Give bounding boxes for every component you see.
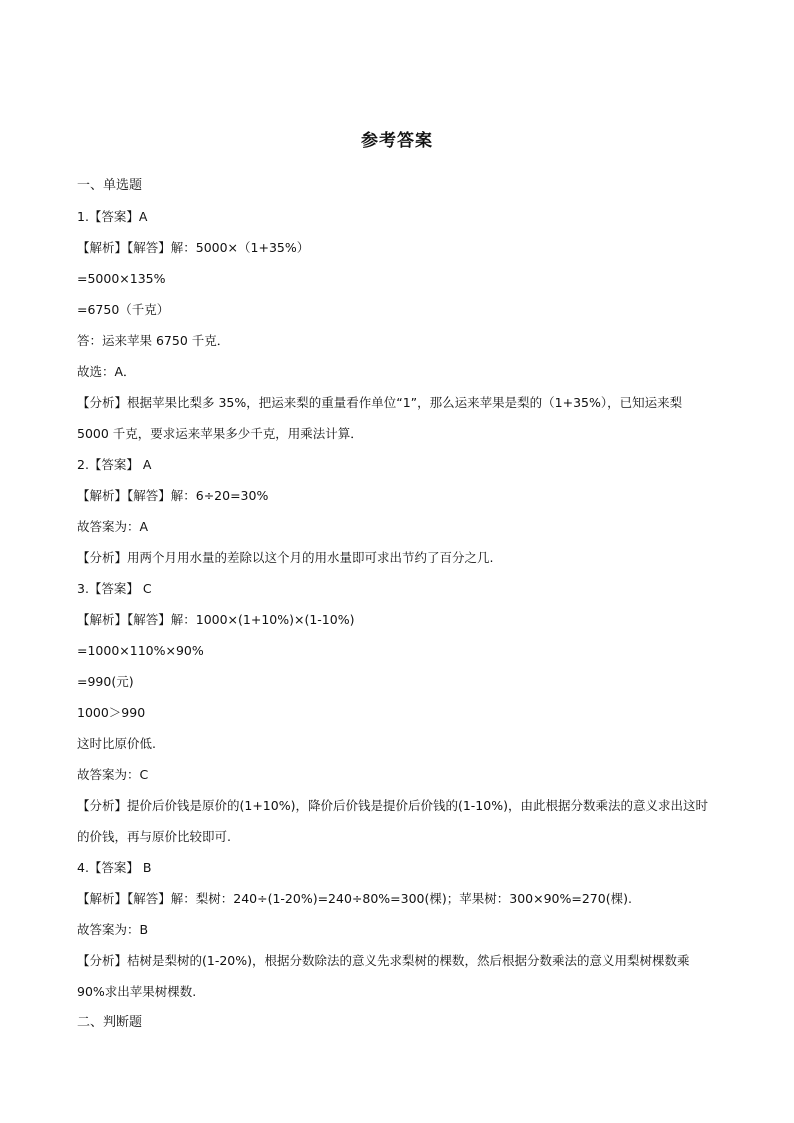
q2-analysis: 【分析】用两个月用水量的差除以这个月的用水量即可求出节约了百分之几. xyxy=(77,550,494,565)
q3-comparison: 1000＞990 xyxy=(77,705,146,720)
section-heading-single-choice: 一、单选题 xyxy=(77,178,143,193)
q1-step-1: =5000×135% xyxy=(77,271,166,286)
section-heading-judgment: 二、判断题 xyxy=(77,1015,143,1030)
q3-analysis: 【分析】提价后价钱是原价的(1+10%)，降价后价钱是提价后价钱的(1-10%)，由此根据分数乘法的意义求出这时的价钱，再与原价比较即可. xyxy=(77,798,708,844)
q3-solution: 【解析】【解答】解：1000×(1+10%)×(1-10%) xyxy=(77,612,355,627)
answer-content xyxy=(77,170,717,1038)
q1-answer: 1.【答案】A xyxy=(77,209,148,224)
q4-choice: 故答案为：B xyxy=(77,922,149,937)
page-title: 参考答案 xyxy=(361,131,433,151)
q1-step-2: =6750（千克） xyxy=(77,302,170,317)
q1-choice: 故选：A． xyxy=(77,364,136,379)
q3-choice: 故答案为：C xyxy=(77,767,149,782)
q3-conclusion: 这时比原价低. xyxy=(77,736,156,751)
q4-analysis: 【分析】桔树是梨树的(1-20%)，根据分数除法的意义先求梨树的棵数，然后根据分数乘法的意义用梨树棵数乘 90%求出苹果树棵数. xyxy=(77,953,690,999)
q3-answer: 3.【答案】 C xyxy=(77,581,152,596)
q2-solution: 【解析】【解答】解：6÷20=30% xyxy=(77,488,269,503)
q2-answer: 2.【答案】 A xyxy=(77,457,152,472)
q3-step-1: =1000×110%×90% xyxy=(77,643,204,658)
q4-solution: 【解析】【解答】解：梨树：240÷(1-20%)=240÷80%=300(棵)；苹果树：300×90%=270(棵). xyxy=(77,891,632,906)
q1-conclusion: 答：运来苹果 6750 千克． xyxy=(77,333,230,348)
q1-analysis: 【分析】根据苹果比梨多 35%，把运来梨的重量看作单位“1”，那么运来苹果是梨的（1+35%），已知运来梨 5000 千克，要求运来苹果多少千克，用乘法计算． xyxy=(77,395,683,441)
q1-solution: 【解析】【解答】解：5000×（1+35%） xyxy=(77,240,310,255)
q3-step-2: =990(元) xyxy=(77,674,134,689)
q2-choice: 故答案为：A xyxy=(77,519,149,534)
q4-answer: 4.【答案】 B xyxy=(77,860,152,875)
